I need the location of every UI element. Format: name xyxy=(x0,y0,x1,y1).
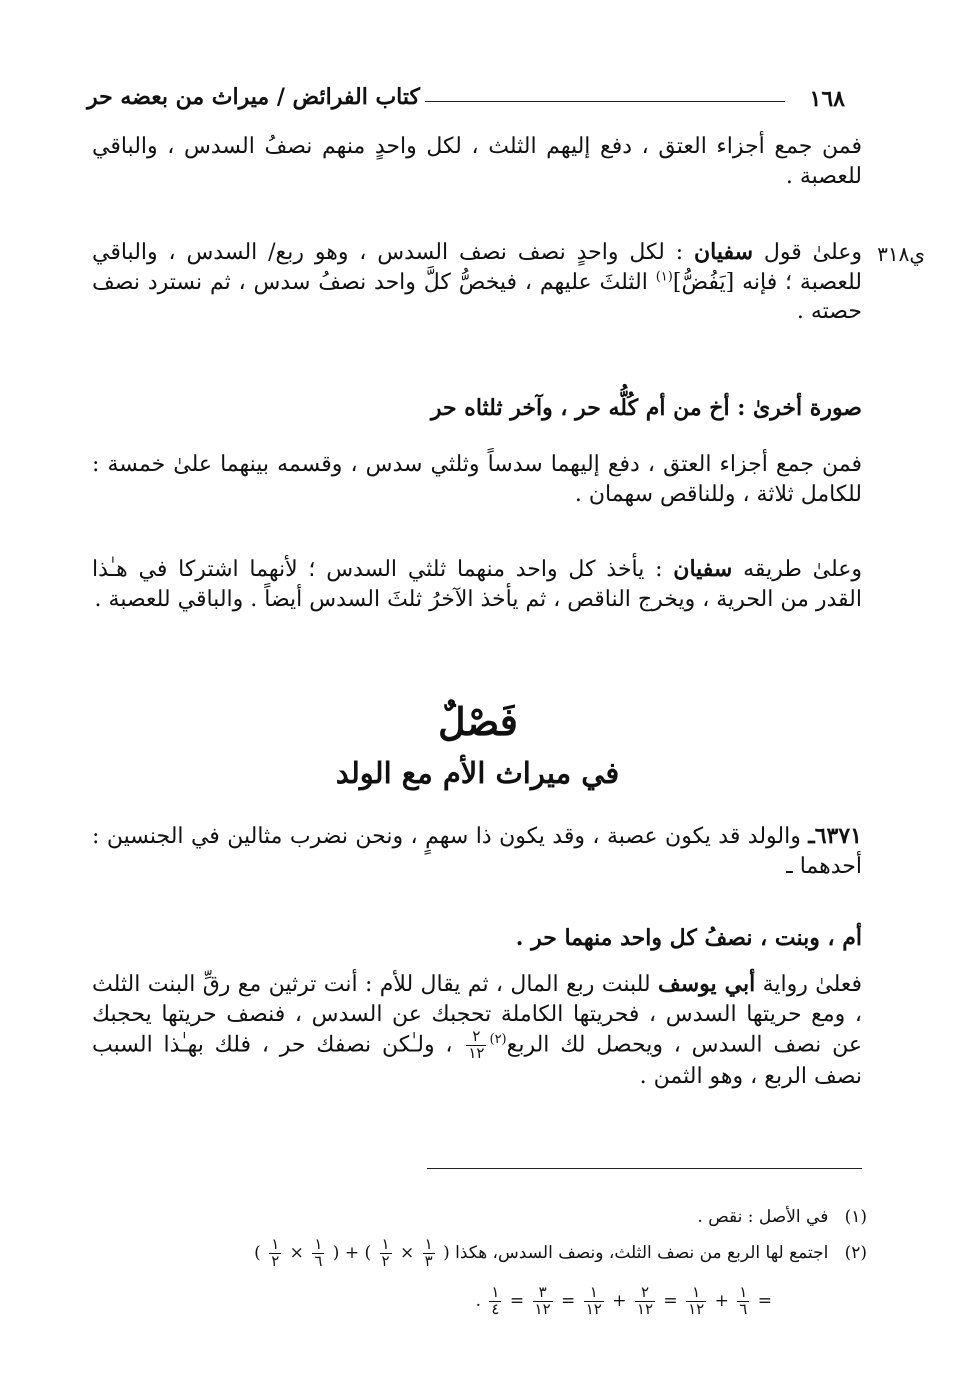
footnote-ref-1: (١) xyxy=(655,269,673,285)
name-abu-yusuf: أبي يوسف xyxy=(657,971,756,997)
footnote-2-equation-1: ( $\frac{١}{٣}$ × $\frac{١}{٢}$ ) + ( $\frac{١}{٦}$ × $\frac{١}{٢}$ ) xyxy=(254,1235,450,1270)
section-title: في ميراث الأم مع الولد xyxy=(335,756,620,790)
paragraph-2 xyxy=(92,238,862,327)
paragraph-4: فمن جمع أجزاء العتق ، دفع إليهما سدساً وثلثي سدس ، وقسمه بينهما علىٰ خمسة : للكامل ثلاثة ، وللناقص سهمان . xyxy=(92,452,862,507)
paragraph-5 xyxy=(92,555,862,614)
fasl-calligraphy: فَصْلٌ xyxy=(438,699,518,744)
paragraph-2-lead: وعلىٰ قول xyxy=(753,240,862,265)
paragraph-2-mid: : لكل واحدٍ نصف نصف السدس ، وهو ربع/ السدس ، والباقي للعصبة ؛ فإنه [يَفُضُّ] xyxy=(92,240,863,295)
footnote-1-number: (١) xyxy=(844,1207,867,1227)
footnote-2 xyxy=(92,1237,867,1270)
paragraph-5-lead: وعلىٰ طريقه xyxy=(732,557,862,582)
paragraph-8-mid: للبنت ربع المال ، ثم يقال للأم : أنت ترثين مع رقِّ البنت الثلث ، ومع حريتها السدس ، فحريتها الكاملة تحجبك عن السدس ، فنصف حريتها يحجبك عن نصف السدس ، ويحصل لك الربع xyxy=(92,972,862,1058)
footnote-1 xyxy=(92,1204,867,1230)
footnote-ref-2: (٢) xyxy=(489,1032,507,1048)
paragraph-6 xyxy=(92,822,862,881)
header-rule xyxy=(425,101,785,102)
paragraph-2-end: الثلثَ عليهم ، فيخصُّ كلَّ واحد نصفُ سدس ، ثم نسترد نصف حصته . xyxy=(92,269,862,325)
paragraph-6-body: والولد قد يكون عصبة ، وقد يكون ذا سهمٍ ، ونحن نضرب مثالين في الجنسين : أحدهما ـ xyxy=(92,824,862,879)
case-statement: أم ، وبنت ، نصفُ كل واحد منهما حر . xyxy=(515,925,862,951)
paragraph-8-lead: فعلىٰ رواية xyxy=(755,972,862,997)
footnote-separator xyxy=(427,1168,862,1169)
footnote-2-text: اجتمع لها الربع من نصف الثلث، ونصف السدس، هكذا xyxy=(455,1242,829,1263)
footnote-1-text: في الأصل : نقص . xyxy=(697,1207,829,1227)
paragraph-4-container xyxy=(92,450,862,509)
paragraph-5-body: : يأخذ كل واحد منهما ثلثي السدس ؛ لأنهما اشتركا في هـٰذا القدر من الحرية ، ويخرج الناقص ، ثم يأخذ الآخرُ ثلثَ السدس أيضاً . والباقي للعصبة . xyxy=(92,557,862,612)
paragraph-8-end: ، ولـٰكن نصفك حر ، فلك بهـٰذا السبب نصف الربع ، وهو الثمن . xyxy=(92,1032,862,1089)
paragraph-8 xyxy=(92,970,862,1092)
footnote-2-period: . xyxy=(475,1290,481,1311)
issue-number: ٦٣٧١ـ xyxy=(808,823,862,849)
paragraph-2-container xyxy=(92,238,862,327)
paragraph-1: فمن جمع أجزاء العتق ، دفع إليهم الثلث ، لكل واحدٍ منهم نصفُ السدس ، والباقي للعصبة . xyxy=(92,134,862,189)
fasl-ornament xyxy=(378,690,578,754)
footnote-2-equation-2: = $\frac{١}{٦}$ + $\frac{١}{١٢}$ = $\frac{٢}{١٢}$ + $\frac{١}{١٢}$ = $\frac{٣}{١٢}$ = $\frac{١}{٤}$ . xyxy=(475,1283,772,1318)
footnote-2-number: (٢) xyxy=(844,1242,867,1263)
running-header-title: كتاب الفرائض / ميراث من بعضه حر xyxy=(86,84,420,110)
manuscript-folio-note: ي٣١٨ xyxy=(877,242,925,266)
paragraph-1-container xyxy=(92,132,862,191)
name-sufyan-2: سفيان xyxy=(673,556,733,582)
paragraph-6-container xyxy=(92,822,862,881)
paragraph-8-container xyxy=(92,970,862,1092)
fraction-two-twelfths: $\frac{٢}{١٢}$ xyxy=(468,1027,485,1063)
page-number: ١٦٨ xyxy=(809,86,845,112)
paragraph-5-container xyxy=(92,555,862,614)
name-sufyan: سفيان xyxy=(693,239,754,265)
case-heading: صورة أخرىٰ : أخ من أم كُلُّه حر ، وآخر ثلثاه حر xyxy=(430,395,862,421)
